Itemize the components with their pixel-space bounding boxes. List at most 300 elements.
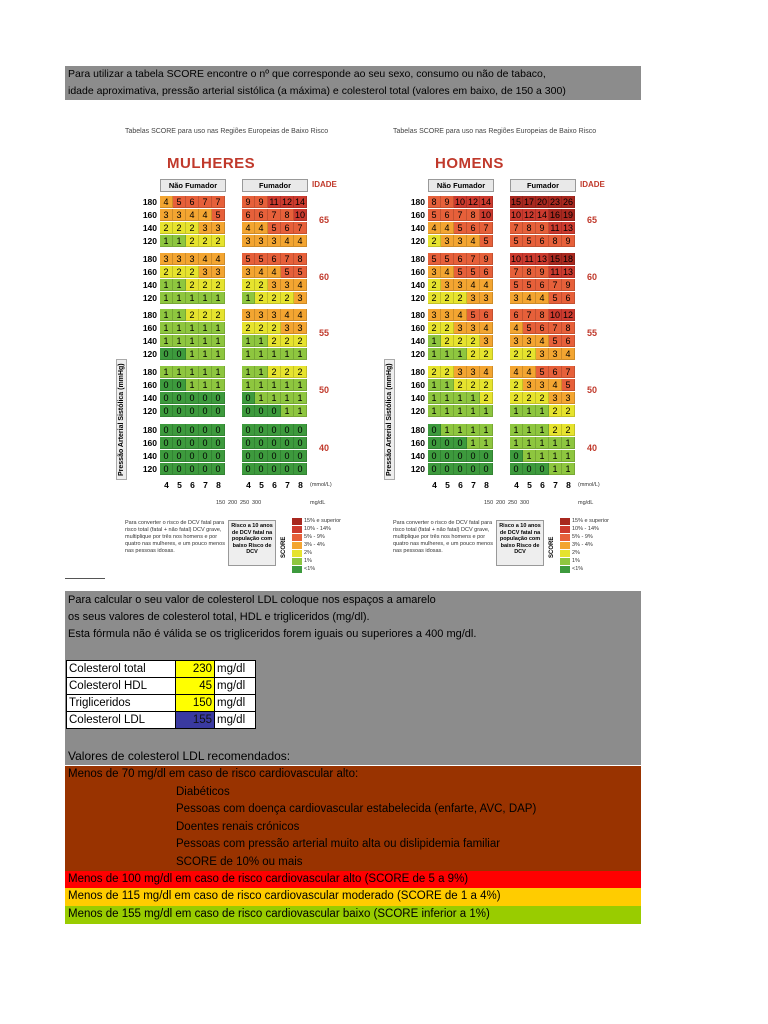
score-cell: 0 (160, 405, 173, 417)
score-cell: 15 (549, 254, 560, 264)
score-cell: 4 (281, 235, 294, 247)
score-cell: 4 (212, 253, 225, 265)
score-cell: 2 (549, 405, 562, 417)
score-cell: 5 (523, 279, 536, 291)
score-cell: 8 (549, 235, 562, 247)
score-cell: 3 (212, 222, 225, 234)
score-cell: 0 (281, 463, 294, 475)
score-cell: 1 (160, 366, 173, 378)
score-cell: 2 (212, 309, 225, 321)
intro-box (65, 66, 641, 100)
score-cell: 2 (242, 279, 255, 291)
score-cell: 2 (454, 335, 467, 347)
score-cell: 2 (480, 379, 493, 391)
sbp-label: 180 (142, 197, 157, 207)
score-cell: 4 (441, 266, 454, 278)
score-cell: 1 (199, 292, 212, 304)
score-cell: 14 (536, 210, 547, 220)
score-cell: 4 (294, 309, 307, 321)
score-cell: 6 (510, 309, 523, 321)
sbp-label: 160 (410, 438, 425, 448)
score-cell: 0 (268, 437, 281, 449)
score-cell: 3 (199, 222, 212, 234)
score-cell: 2 (523, 348, 536, 360)
score-cell: 3 (186, 253, 199, 265)
score-cell: 0 (199, 405, 212, 417)
score-cell: 1 (255, 392, 268, 404)
triglycerides-input[interactable]: 150 (176, 695, 215, 712)
sbp-label: 140 (142, 451, 157, 461)
cholesterol-tick: 6 (458, 480, 463, 490)
legend-label: 15% e superior (304, 518, 341, 524)
score-label: SCORE (281, 536, 287, 558)
score-cell: 1 (536, 450, 549, 462)
score-cell: 1 (281, 379, 294, 391)
score-cell: 6 (454, 253, 467, 265)
score-cell: 1 (255, 379, 268, 391)
score-cell: 2 (428, 235, 441, 247)
score-cell: 1 (255, 348, 268, 360)
score-cell: 4 (562, 348, 575, 360)
score-cell: 3 (523, 335, 536, 347)
score-cell: 2 (186, 279, 199, 291)
legend-swatch (560, 534, 570, 541)
score-cell: 3 (454, 235, 467, 247)
score-cell: 3 (212, 266, 225, 278)
score-cell: 1 (199, 379, 212, 391)
score-cell: 8 (523, 222, 536, 234)
sbp-label: 120 (410, 349, 425, 359)
score-cell: 7 (281, 253, 294, 265)
score-cell: 6 (536, 235, 549, 247)
score-cell: 2 (268, 335, 281, 347)
mg-tick: 150 (484, 500, 494, 506)
score-cell: 3 (199, 266, 212, 278)
score-cell: 0 (186, 463, 199, 475)
score-cell: 0 (428, 450, 441, 462)
mmol-unit: (mmol/L) (578, 482, 600, 488)
score-cell: 11 (549, 266, 562, 278)
score-cell: 20 (536, 197, 547, 207)
score-cell: 12 (281, 197, 292, 207)
score-cell: 1 (467, 392, 480, 404)
smoker-header: Fumador (242, 179, 308, 192)
score-cell: 2 (186, 266, 199, 278)
score-cell: 0 (199, 424, 212, 436)
score-cell: 1 (510, 405, 523, 417)
score-cell: 2 (454, 292, 467, 304)
band-red: Menos de 100 mg/dl em caso de risco cardiovascular alto (SCORE de 5 a 9%) (65, 871, 641, 888)
score-cell: 4 (480, 279, 493, 291)
score-cell: 3 (268, 279, 281, 291)
score-cell: 0 (255, 463, 268, 475)
score-cell: 1 (173, 279, 186, 291)
score-cell: 1 (441, 379, 454, 391)
score-cell: 4 (186, 209, 199, 221)
sbp-label: 160 (410, 380, 425, 390)
cholesterol-tick: 5 (445, 480, 450, 490)
score-cell: 8 (536, 309, 549, 321)
conversion-note: Para converter o risco de DCV fatal para risco total (fatal + não fatal) DCV grave, multiplique por três nos homens e por quatro nas mulheres, e um pouco menos nas pessoas idosas. (393, 520, 493, 554)
score-cell: 0 (186, 424, 199, 436)
score-cell: 5 (268, 222, 281, 234)
sbp-label: 140 (410, 336, 425, 346)
score-cell: 11 (268, 196, 281, 208)
score-cell: 0 (441, 437, 454, 449)
score-cell: 5 (510, 235, 523, 247)
score-cell: 0 (510, 463, 523, 475)
row-unit: mg/dl (215, 661, 256, 678)
score-cell: 1 (186, 292, 199, 304)
score-cell: 3 (242, 266, 255, 278)
score-cell: 2 (281, 335, 294, 347)
score-cell: 5 (562, 379, 575, 391)
score-cell: 1 (173, 322, 186, 334)
score-cell: 10 (549, 310, 560, 320)
non-smoker-header: Não Fumador (160, 179, 226, 192)
ldl-result: 155 (176, 712, 215, 729)
score-cell: 7 (510, 222, 523, 234)
legend-swatch (560, 542, 570, 549)
score-cell: 4 (480, 366, 493, 378)
sbp-label: 140 (410, 223, 425, 233)
score-cell: 6 (242, 209, 255, 221)
score-cell: 0 (467, 463, 480, 475)
score-cell: 2 (428, 366, 441, 378)
sbp-label: 160 (142, 267, 157, 277)
score-cell: 2 (428, 279, 441, 291)
score-cell: 2 (562, 424, 575, 436)
score-cell: 5 (294, 266, 307, 278)
legend-swatch (292, 542, 302, 549)
score-cell: 8 (467, 209, 480, 221)
calc-instruction-1: Para calcular o seu valor de colesterol LDL coloque nos espaços a amarelo (68, 594, 436, 606)
sbp-label: 120 (410, 464, 425, 474)
score-cell: 0 (160, 379, 173, 391)
women-title: MULHERES (167, 155, 256, 172)
score-cell: 6 (255, 209, 268, 221)
score-cell: 3 (454, 322, 467, 334)
score-cell: 9 (536, 222, 549, 234)
score-cell: 0 (173, 450, 186, 462)
total-cholesterol-input[interactable]: 230 (176, 661, 215, 678)
score-cell: 2 (523, 392, 536, 404)
score-cell: 8 (562, 322, 575, 334)
score-cell: 6 (281, 222, 294, 234)
sbp-label: 180 (142, 254, 157, 264)
score-cell: 1 (281, 392, 294, 404)
legend-label: 15% e superior (572, 518, 609, 524)
score-cell: 8 (523, 266, 536, 278)
score-cell: 3 (268, 309, 281, 321)
score-cell: 2 (467, 335, 480, 347)
score-cell: 4 (480, 322, 493, 334)
score-cell: 2 (186, 222, 199, 234)
score-cell: 0 (186, 450, 199, 462)
legend-swatch (292, 566, 302, 573)
intro-line-2: idade aproximativa, pressão arterial sistólica (a máxima) e colesterol total (valores em baixo, de 150 a 300) (68, 85, 566, 97)
score-cell: 7 (562, 366, 575, 378)
score-cell: 12 (562, 310, 573, 320)
score-cell: 4 (467, 279, 480, 291)
score-cell: 4 (255, 222, 268, 234)
score-cell: 2 (255, 279, 268, 291)
score-cell: 1 (523, 424, 536, 436)
score-cell: 7 (549, 279, 562, 291)
score-cell: 0 (186, 392, 199, 404)
score-cell: 2 (536, 392, 549, 404)
score-cell: 3 (536, 379, 549, 391)
score-cell: 0 (186, 405, 199, 417)
sbp-label: 180 (410, 367, 425, 377)
score-cell: 1 (212, 292, 225, 304)
score-cell: 13 (536, 254, 547, 264)
score-cell: 7 (199, 196, 212, 208)
mg-tick: 150 (216, 500, 226, 506)
score-cell: 0 (294, 450, 307, 462)
score-cell: 0 (173, 348, 186, 360)
score-cell: 1 (441, 405, 454, 417)
score-cell: 4 (536, 292, 549, 304)
score-cell: 0 (268, 463, 281, 475)
score-cell: 1 (212, 348, 225, 360)
score-cell: 2 (562, 405, 575, 417)
score-cell: 5 (523, 235, 536, 247)
score-cell: 1 (242, 292, 255, 304)
score-cell: 0 (428, 424, 441, 436)
score-cell: 1 (199, 366, 212, 378)
age-label: 65 (587, 215, 598, 225)
score-cell: 4 (523, 366, 536, 378)
legend-swatch (560, 566, 570, 573)
score-cell: 26 (562, 197, 573, 207)
score-cell: 1 (454, 424, 467, 436)
men-title: HOMENS (435, 155, 504, 172)
score-cell: 2 (173, 266, 186, 278)
row-label: Colesterol LDL (67, 712, 176, 729)
sbp-label: 160 (142, 380, 157, 390)
score-cell: 4 (268, 266, 281, 278)
score-cell: 7 (454, 209, 467, 221)
legend-swatch (292, 550, 302, 557)
score-cell: 6 (549, 366, 562, 378)
score-cell: 6 (562, 292, 575, 304)
score-cell: 9 (242, 196, 255, 208)
score-cell: 9 (255, 196, 268, 208)
sbp-label: 180 (410, 425, 425, 435)
score-cell: 3 (536, 348, 549, 360)
score-cell: 2 (268, 292, 281, 304)
score-cell: 9 (536, 266, 549, 278)
score-cell: 1 (480, 405, 493, 417)
age-label: 55 (587, 328, 598, 338)
score-cell: 0 (173, 405, 186, 417)
score-cell: 3 (242, 309, 255, 321)
idade-header: IDADE (580, 180, 605, 189)
age-label: 60 (319, 272, 330, 282)
score-cell: 4 (467, 235, 480, 247)
sbp-label: 140 (142, 393, 157, 403)
score-cell: 0 (255, 424, 268, 436)
score-cell: 6 (441, 209, 454, 221)
score-cell: 5 (549, 292, 562, 304)
score-cell: 0 (281, 437, 294, 449)
score-cell: 1 (523, 405, 536, 417)
score-cell: 13 (562, 267, 573, 277)
score-cell: 2 (510, 348, 523, 360)
legend-swatch (560, 518, 570, 525)
score-cell: 0 (160, 392, 173, 404)
sbp-label: 180 (410, 310, 425, 320)
table-row (67, 695, 256, 712)
score-cell: 3 (160, 209, 173, 221)
legend-label: <1% (572, 566, 584, 572)
score-cell: 1 (536, 424, 549, 436)
score-cell: 1 (173, 235, 186, 247)
score-cell: 1 (281, 405, 294, 417)
score-cell: 1 (294, 379, 307, 391)
sbp-label: 160 (410, 267, 425, 277)
score-cell: 1 (255, 335, 268, 347)
sbp-axis-label: Pressão Arterial Sistólica (mmHg) (384, 359, 395, 480)
score-cell: 1 (160, 322, 173, 334)
score-cell: 1 (294, 392, 307, 404)
score-cell: 1 (441, 424, 454, 436)
score-cell: 3 (549, 348, 562, 360)
score-cell: 0 (199, 437, 212, 449)
cholesterol-tick: 6 (272, 480, 277, 490)
score-cell: 7 (523, 309, 536, 321)
cholesterol-tick: 8 (216, 480, 221, 490)
score-cell: 2 (467, 379, 480, 391)
score-cell: 0 (268, 424, 281, 436)
age-label: 50 (587, 385, 598, 395)
sbp-axis-label: Pressão Arterial Sistólica (mmHg) (116, 359, 127, 480)
score-cell: 1 (454, 348, 467, 360)
cholesterol-tick: 7 (203, 480, 208, 490)
band-high-risk (65, 766, 641, 871)
score-cell: 1 (160, 279, 173, 291)
score-cell: 2 (186, 235, 199, 247)
score-cell: 9 (441, 196, 454, 208)
legend-swatch (560, 550, 570, 557)
risk-box: Risco a 10 anos de DCV fatal na população com baixo Risco de DCV (496, 520, 544, 566)
score-cell: 3 (467, 366, 480, 378)
score-cell: 0 (173, 437, 186, 449)
score-cell: 0 (441, 450, 454, 462)
score-cell: 1 (186, 366, 199, 378)
sbp-label: 140 (142, 336, 157, 346)
score-cell: 8 (281, 209, 294, 221)
score-cell: 4 (255, 266, 268, 278)
age-label: 55 (319, 328, 330, 338)
score-cell: 5 (255, 253, 268, 265)
score-cell: 4 (428, 222, 441, 234)
score-cell: 2 (480, 392, 493, 404)
score-cell: 1 (480, 424, 493, 436)
separator-line (65, 578, 105, 579)
score-cell: 18 (562, 254, 573, 264)
score-cell: 14 (294, 197, 305, 207)
score-cell: 2 (212, 279, 225, 291)
score-cell: 2 (480, 348, 493, 360)
sbp-label: 120 (142, 464, 157, 474)
cholesterol-tick: 8 (484, 480, 489, 490)
score-cell: 0 (173, 379, 186, 391)
score-cell: 2 (454, 379, 467, 391)
score-cell: 1 (242, 335, 255, 347)
sbp-label: 180 (142, 367, 157, 377)
score-cell: 7 (510, 266, 523, 278)
score-cell: 0 (480, 450, 493, 462)
score-cell: 1 (441, 348, 454, 360)
legend-label: 5% - 9% (304, 534, 325, 540)
cholesterol-tick: 6 (190, 480, 195, 490)
cholesterol-tick: 5 (527, 480, 532, 490)
cholesterol-tick: 7 (285, 480, 290, 490)
cholesterol-tick: 4 (164, 480, 169, 490)
score-cell: 1 (428, 392, 441, 404)
score-cell: 2 (212, 235, 225, 247)
score-cell: 1 (199, 335, 212, 347)
sbp-label: 140 (410, 393, 425, 403)
panel-heading: Tabelas SCORE para uso nas Regiões Europeias de Baixo Risco (393, 128, 597, 135)
score-cell: 0 (467, 450, 480, 462)
score-cell: 6 (536, 279, 549, 291)
score-cell: 6 (268, 253, 281, 265)
score-cell: 2 (549, 424, 562, 436)
score-cell: 9 (562, 235, 575, 247)
sbp-label: 180 (142, 310, 157, 320)
score-cell: 5 (523, 322, 536, 334)
score-cell: 0 (242, 450, 255, 462)
legend-label: 1% (572, 558, 580, 564)
legend-label: 2% (304, 550, 312, 556)
score-cell: 11 (549, 222, 562, 234)
score-cell: 2 (199, 279, 212, 291)
score-cell: 3 (441, 235, 454, 247)
score-cell: 4 (441, 222, 454, 234)
cholesterol-tick: 7 (471, 480, 476, 490)
score-cell: 4 (160, 196, 173, 208)
score-cell: 7 (294, 222, 307, 234)
score-cell: 5 (454, 222, 467, 234)
hdl-input[interactable]: 45 (176, 678, 215, 695)
score-cell: 0 (255, 437, 268, 449)
score-cell: 3 (281, 322, 294, 334)
score-cell: 2 (199, 309, 212, 321)
score-cell: 5 (467, 266, 480, 278)
ldl-calculator-section (65, 591, 641, 765)
score-cell: 15 (510, 197, 521, 207)
panel-heading: Tabelas SCORE para uso nas Regiões Europeias de Baixo Risco (125, 128, 329, 135)
score-cell: 1 (160, 292, 173, 304)
score-cell: 4 (199, 209, 212, 221)
score-cell: 4 (294, 235, 307, 247)
score-cell: 3 (173, 253, 186, 265)
score-cell: 5 (467, 309, 480, 321)
table-row (67, 712, 256, 729)
sbp-label: 160 (410, 323, 425, 333)
recommended-title: Valores de colesterol LDL recomendados: (68, 749, 291, 763)
score-cell: 3 (523, 379, 536, 391)
score-cell: 0 (294, 463, 307, 475)
score-cell: 5 (454, 266, 467, 278)
score-cell: 1 (428, 335, 441, 347)
score-cell: 2 (294, 366, 307, 378)
score-cell: 7 (549, 322, 562, 334)
band-high-title: Menos de 70 mg/dl em caso de risco cardiovascular alto: (68, 768, 359, 780)
